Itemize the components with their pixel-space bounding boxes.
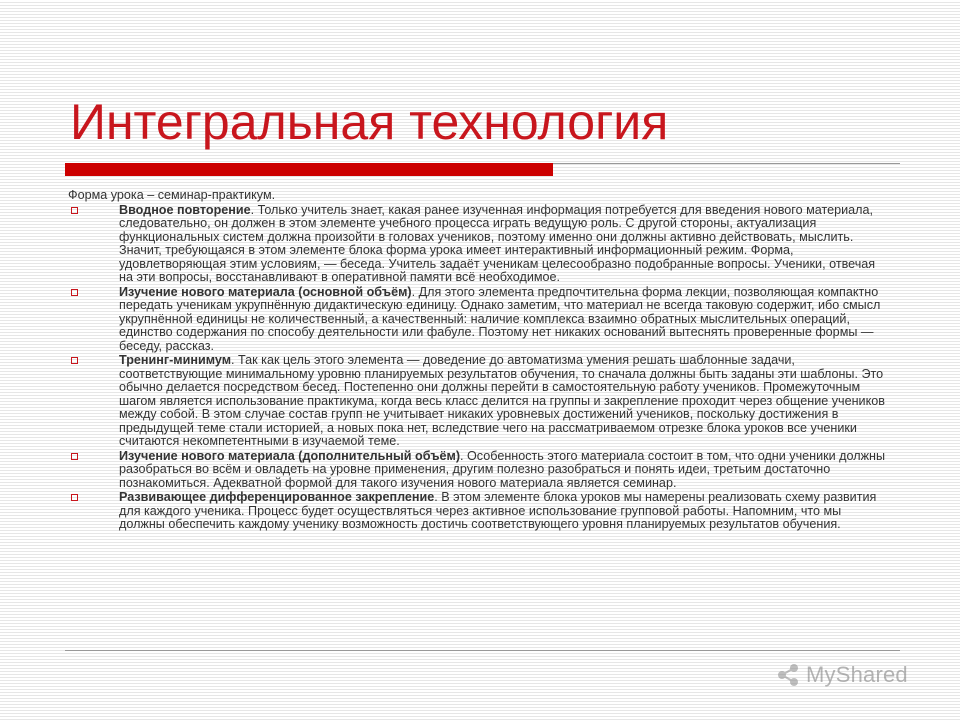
bullet-text: . Особенность этого материала состоит в том, что одни ученики должны разобраться во всём и овладеть на уровне применения, другим полезно разобраться и понять идеи, третьим достаточно познакомиться. Адекватной формой для такого изучения нового материала является семинар. bbox=[119, 448, 886, 490]
bullet-title: Развивающее дифференцированное закрепление bbox=[119, 490, 435, 504]
slide-body bbox=[68, 189, 890, 533]
watermark-text: MyShared bbox=[806, 662, 908, 687]
square-bullet-icon bbox=[71, 453, 78, 460]
square-bullet-icon bbox=[71, 357, 78, 364]
bullet-item-intro-review bbox=[68, 204, 890, 285]
square-bullet-icon bbox=[71, 494, 78, 501]
bullet-item-training-minimum bbox=[68, 354, 890, 449]
bullet-text: . Так как цель этого элемента — доведение до автоматизма умения решать шаблонные задачи, соответствующие минимальному уровню планируемых результатов обучения, то сначала должны быть заданы эти шаблоны. Это обычно делается посредством бесед. Постепенно они должны перейти в самостоятельную работу учеников. Промежуточным шагом является использование практикума, когда весь класс делится на группы и закрепление проходит через общение учеников между собой. В этом случае состав групп не учитывает никаких уровневых достижений учеников, поскольку достижения в предыдущей теме стали историей, а новых пока нет, вследствие чего на рассматриваемом отрезке блока уроков все ученики считаются некомпетентными в изучаемой теме. bbox=[119, 353, 885, 448]
bullet-item-developing-consolidation bbox=[68, 491, 890, 532]
square-bullet-icon bbox=[71, 289, 78, 296]
myshared-logo-icon bbox=[774, 661, 802, 689]
slide-title: Интегральная технология bbox=[70, 94, 669, 150]
square-bullet-icon bbox=[71, 207, 78, 214]
bullet-title: Вводное повторение bbox=[119, 202, 251, 217]
bullet-text: . Только учитель знает, какая ранее изученная информация потребуется для введения нового материала, следовательно, он должен в этом элементе учебного процесса играть ведущую роль. С другой стороны, актуализация функциональных систем должна произойти в головах учеников, поэтому именно они должны активно действовать, мыслить. Значит, требующаяся в этом элементе блока форма урока имеет интерактивный информационный режим. Форма, удовлетворяющая этим условиям, — беседа. Учитель задаёт ученикам целесообразно подобранные вопросы. Ученики, отвечая на эти вопросы, восстанавливают в оперативной памяти всё необходимое. bbox=[119, 202, 876, 284]
bullet-title: Изучение нового материала (дополнительный объём) bbox=[119, 448, 461, 463]
intro-text: Форма урока – семинар-практикум. bbox=[68, 188, 276, 202]
bullet-item-new-material-main bbox=[68, 286, 890, 354]
bullet-item-new-material-extra bbox=[68, 450, 890, 491]
bullet-list bbox=[68, 204, 890, 532]
title-rule-line bbox=[553, 163, 900, 164]
watermark bbox=[774, 660, 908, 690]
title-accent-bar bbox=[65, 163, 553, 176]
bullet-title: Тренинг-минимум bbox=[119, 353, 232, 367]
bullet-title: Изучение нового материала (основной объём) bbox=[119, 284, 412, 299]
bullet-text: . В этом элементе блока уроков мы намерены реализовать схему развития для каждого ученика. Процесс будет осуществляться через активное использование групповой работы. Напомним, что мы должны обеспечить каждому ученику возможность достичь соответствующего уровня планируемых результатов обучения. bbox=[119, 490, 877, 531]
footer-rule-line bbox=[65, 650, 900, 651]
bullet-text: . Для этого элемента предпочтительна форма лекции, позволяющая компактно передать ученикам укрупнённую дидактическую единицу. Однако заметим, что материал не всегда таковую содержит, ибо смысл укрупнённой единицы не количественный, а качественный: наличие комплекса взаимно обратных мыслительных операций, единство содержания по способу деятельности или фабуле. Поэтому нет никаких оснований вытеснять проверенные формы — беседу, рассказ. bbox=[119, 284, 881, 353]
